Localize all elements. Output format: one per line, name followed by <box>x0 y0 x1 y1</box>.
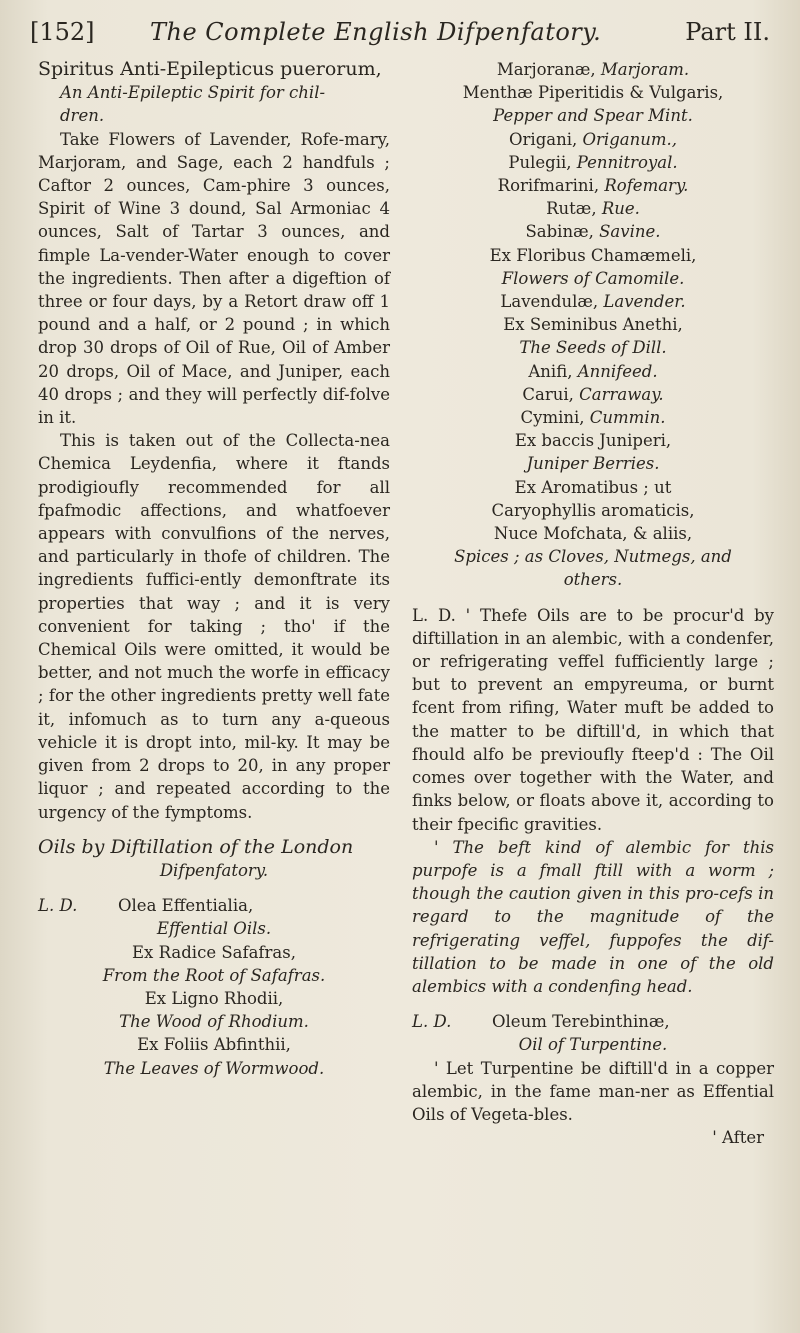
list-item: Cymini, Cummin. <box>520 408 666 428</box>
ex-ligno: Ex Ligno Rhodii, <box>144 988 284 1008</box>
list-item: Marjoranæ, Marjoram. <box>496 60 690 79</box>
right-column <box>412 58 774 1149</box>
leaves-of-wormwood: The Leaves of Wormwood. <box>103 1058 325 1078</box>
olea-english: Effential Oils. <box>156 919 272 939</box>
running-title: The Complete English Difpenfatory. <box>150 18 602 46</box>
caryophyllis: Caryophyllis aromaticis, <box>491 500 695 520</box>
seeds-of-dill: The Seeds of Dill. <box>519 338 667 358</box>
oils-heading: Oils by Diftillation of the London <box>38 835 354 858</box>
list-item: Lavendulæ, Lavender. <box>500 292 686 312</box>
oils-heading-cont: Difpenfatory. <box>159 860 269 880</box>
ex-foliis: Ex Foliis Abfinthii, <box>137 1035 291 1055</box>
ld-commentary: L. D. ' Thefe Oils are to be procur'd by diftillation in an alembic, with a condenfer, or refrigerating veffel fufficiently large ; but to prevent an empyreuma, or burnt fcent from rifing, Water muft be added to the matter to be diftill'd, in which that fhould alfo be previoufly fteep'd : The Oil comes over together with the Water, and finks below, or floats above it, according to their fpecific gravities. <box>412 605 774 834</box>
others-line: others. <box>563 570 623 590</box>
from-root: From the Root of Safafras. <box>102 965 326 985</box>
part-label: Part II. <box>685 18 770 46</box>
oleum-title: Oleum Terebinthinæ, <box>492 1012 670 1032</box>
ld2-label: L. D. <box>412 1012 452 1032</box>
list-item: Rorifmarini, Rofemary. <box>497 176 689 196</box>
nuce-moschata: Nuce Mofchata, & aliis, <box>493 524 693 544</box>
turpentine-paragraph: ' Let Turpentine be diftill'd in a copper alembic, in the fame man-ner as Effential Oils of Vegeta-bles. <box>412 1058 774 1124</box>
list-item: Anifi, Annifeed. <box>528 361 658 381</box>
list-item: Carui, Carraway. <box>522 384 664 404</box>
list-item: Rutæ, Rue. <box>546 199 640 219</box>
recipe-title: Spiritus Anti-Epilepticus puerorum, <box>38 58 382 80</box>
best-alembic-paragraph: ' The beft kind of alembic for this purpofe is a fmall ftill with a worm ; though the caution given in this pro-cefs in regard to the magnitude of the refrigerating veffel, fuppofes the dif-tillation to be made in one of the old alembics with a condenfing head. <box>412 837 774 996</box>
page-number: [152] <box>30 18 95 46</box>
list-item: Sabinæ, Savine. <box>525 222 661 242</box>
flowers-of-camomile: Flowers of Camomile. <box>501 268 685 288</box>
ex-aromatibus: Ex Aromatibus ; ut <box>514 477 672 497</box>
ld-label: L. D. <box>38 896 78 916</box>
ex-seminibus: Ex Seminibus Anethi, <box>503 315 683 335</box>
oleum-line <box>412 1010 774 1033</box>
commentary-paragraph: This is taken out of the Collecta-nea Chemica Leydenfia, where it ftands prodigioufly recommended for all fpafmodic affections, and whatfoever appears with convulfions of the nerves, and particularly in thofe of children. The ingredients fuffici-ently demonftrate its properties that way ; and it is very convenient for taking ; tho' if the Chemical Oils were omitted, it would be better, and not much the worfe in efficacy ; for the other ingredients pretty well fate it, infomuch as to turn any a-queous vehicle it is dropt into, mil-ky. It may be given from 2 drops to 20, in any proper liquor ; and repeated according to the urgency of the fymptoms. <box>38 431 390 822</box>
wood-of-rhodium: The Wood of Rhodium. <box>119 1012 309 1032</box>
recipe-paragraph: Take Flowers of Lavender, Rofe-mary, Marjoram, and Sage, each 2 handfuls ; Caftor 2 ounces, Cam-phire 3 ounces, Spirit of Wine 3 dound, Sal Armoniac 4 ounces, Salt of Tartar 3 ounces, and fimple La-vender-Water enough to cover the ingredients. Then after a digeftion of three or four days, by a Retort draw off 1 pound and a half, or 2 pound ; in which drop 30 drops of Oil of Rue, Oil of Amber 20 drops, Oil of Mace, and Juniper, each 40 drops ; and they will perfectly dif-folve in it. <box>38 129 390 428</box>
spices-line: Spices ; as Cloves, Nutmegs, and <box>454 547 732 567</box>
ex-floribus: Ex Floribus Chamæmeli, <box>489 245 697 265</box>
page-header <box>30 14 770 50</box>
oil-of-turpentine: Oil of Turpentine. <box>518 1035 668 1055</box>
list-item-english: Pepper and Spear Mint. <box>493 106 693 126</box>
olea-title: Olea Effentialia, <box>118 896 254 916</box>
catchword: ' After <box>712 1128 764 1148</box>
ex-radice: Ex Radice Safafras, <box>132 942 296 962</box>
recipe-title-english-cont: dren. <box>60 106 105 126</box>
list-item: Menthæ Piperitidis & Vulgaris, <box>462 83 724 103</box>
olea-line <box>38 894 390 917</box>
juniper-berries: Juniper Berries. <box>526 454 660 474</box>
left-column <box>38 58 390 1080</box>
list-item: Pulegii, Pennitroyal. <box>508 152 678 172</box>
list-item: Origani, Origanum., <box>509 129 677 149</box>
recipe-title-english: An Anti-Epileptic Spirit for chil- <box>60 83 326 103</box>
ex-baccis: Ex baccis Juniperi, <box>514 431 672 451</box>
